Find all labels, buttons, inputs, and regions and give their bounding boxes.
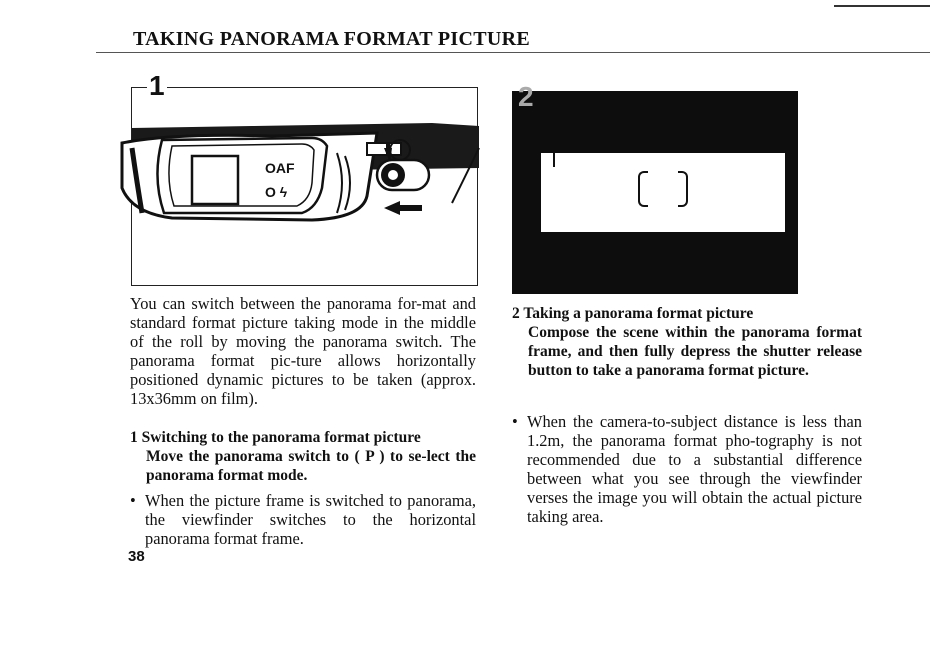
bullet-dot: •	[512, 412, 518, 431]
af-bracket-right	[678, 171, 688, 207]
left-bullet-text: When the picture frame is switched to panorama, the viewfinder switches to the horizontal panorama format frame.	[145, 491, 476, 548]
step-2-body: Compose the scene within the panorama format frame, and then fully depress the shutter release button to take a panorama format picture.	[528, 324, 862, 379]
af-bracket-left	[638, 171, 648, 207]
panorama-frame	[541, 153, 785, 232]
frame-mark	[553, 153, 555, 167]
left-bullet-note	[130, 491, 476, 548]
page-title: TAKING PANORAMA FORMAT PICTURE	[133, 28, 530, 50]
figure-2-viewfinder	[512, 81, 798, 294]
right-bullet-text: When the camera-to-subject distance is less than 1.2m, the panorama format pho-tography is not recommended due to a substantial difference between what you see through the viewfinder verses the image you will obtain the actual picture taking area.	[527, 412, 862, 526]
af-label: OAF	[265, 160, 295, 176]
flash-label: O ϟ	[265, 184, 288, 200]
figure-2-number: 2	[518, 81, 534, 112]
right-bullet-note	[512, 412, 862, 526]
figure-1-camera-switch	[131, 70, 478, 286]
intro-paragraph: You can switch between the panorama for-mat and standard format picture taking mode in the middle of the roll by moving the panorama switch. The panorama format pic-ture allows horizontally positioned dynamic pictures to be taken (approx. 13x36mm on film).	[130, 294, 476, 408]
top-edge-rule	[834, 5, 930, 7]
step-1-heading: 1 Switching to the panorama format picture	[130, 429, 421, 446]
title-underline	[96, 52, 930, 53]
step-1	[130, 428, 476, 485]
bullet-dot: •	[130, 491, 136, 510]
figure-1-number: 1	[149, 70, 165, 101]
camera-top-illustration	[132, 88, 479, 287]
step-1-body: Move the panorama switch to ( P ) to se-lect the panorama format mode.	[146, 448, 476, 484]
step-2	[512, 304, 862, 380]
step-2-heading: 2 Taking a panorama format picture	[512, 305, 754, 322]
page-number: 38	[128, 548, 145, 565]
